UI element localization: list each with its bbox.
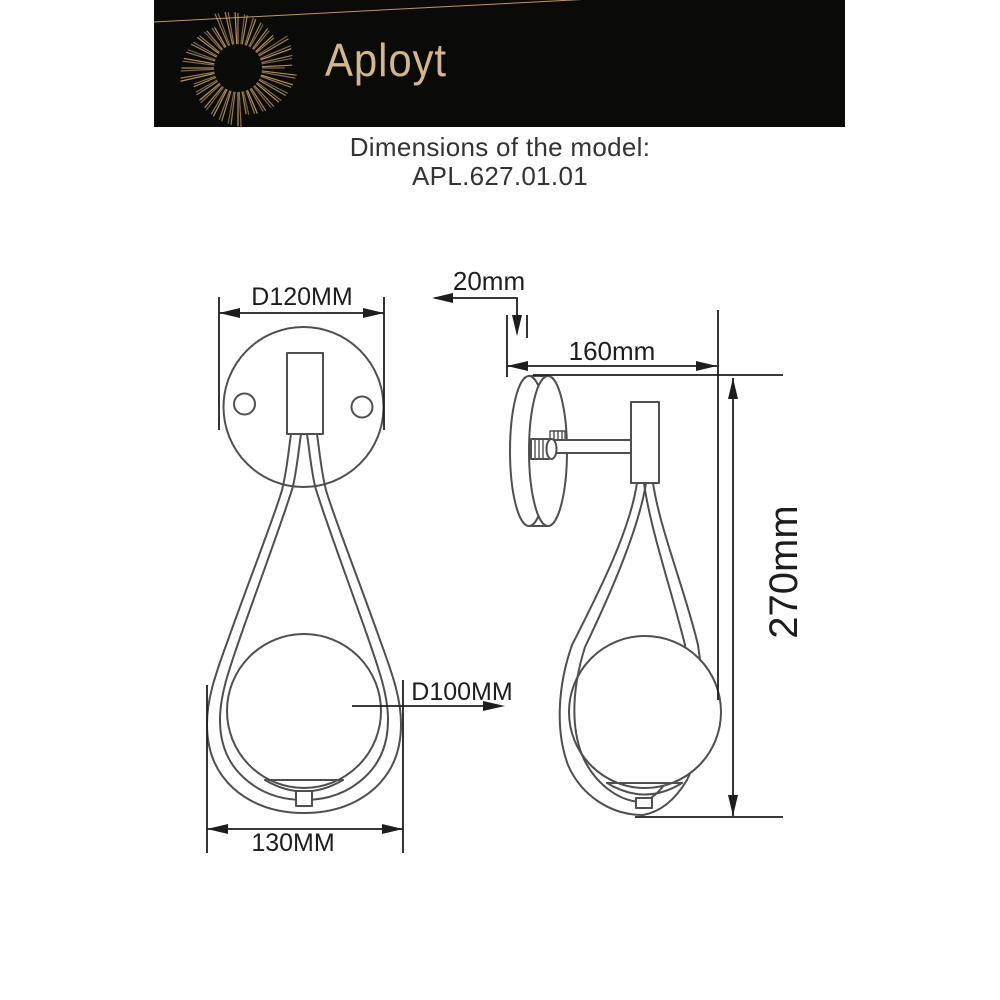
dim-label-projection: 160mm: [568, 336, 656, 366]
side-arm: [551, 440, 632, 453]
dim-label-plate-depth: 20mm: [452, 266, 526, 296]
dim-label-height: 270mm: [762, 505, 806, 639]
front-glass-sphere: [227, 634, 381, 788]
brand-text: Aployt: [325, 34, 447, 86]
side-bracket: [631, 402, 659, 483]
dim-label-loop-width: 130MM: [251, 829, 335, 857]
side-base-fitting: [636, 798, 652, 808]
title-line1: Dimensions of the model:: [349, 132, 651, 162]
dim-label-plate-diameter: D120MM: [251, 283, 353, 311]
side-glass-sphere: [569, 636, 721, 788]
title-line2: APL.627.01.01: [412, 161, 588, 191]
dim-side-plate-depth: [432, 266, 527, 377]
front-view: [207, 283, 513, 857]
front-bracket: [287, 353, 323, 434]
side-knurled-knob: [531, 439, 557, 459]
dim-label-sphere-diameter: D100MM: [411, 678, 513, 706]
front-base-fitting: [296, 791, 312, 806]
side-view: [432, 266, 806, 817]
